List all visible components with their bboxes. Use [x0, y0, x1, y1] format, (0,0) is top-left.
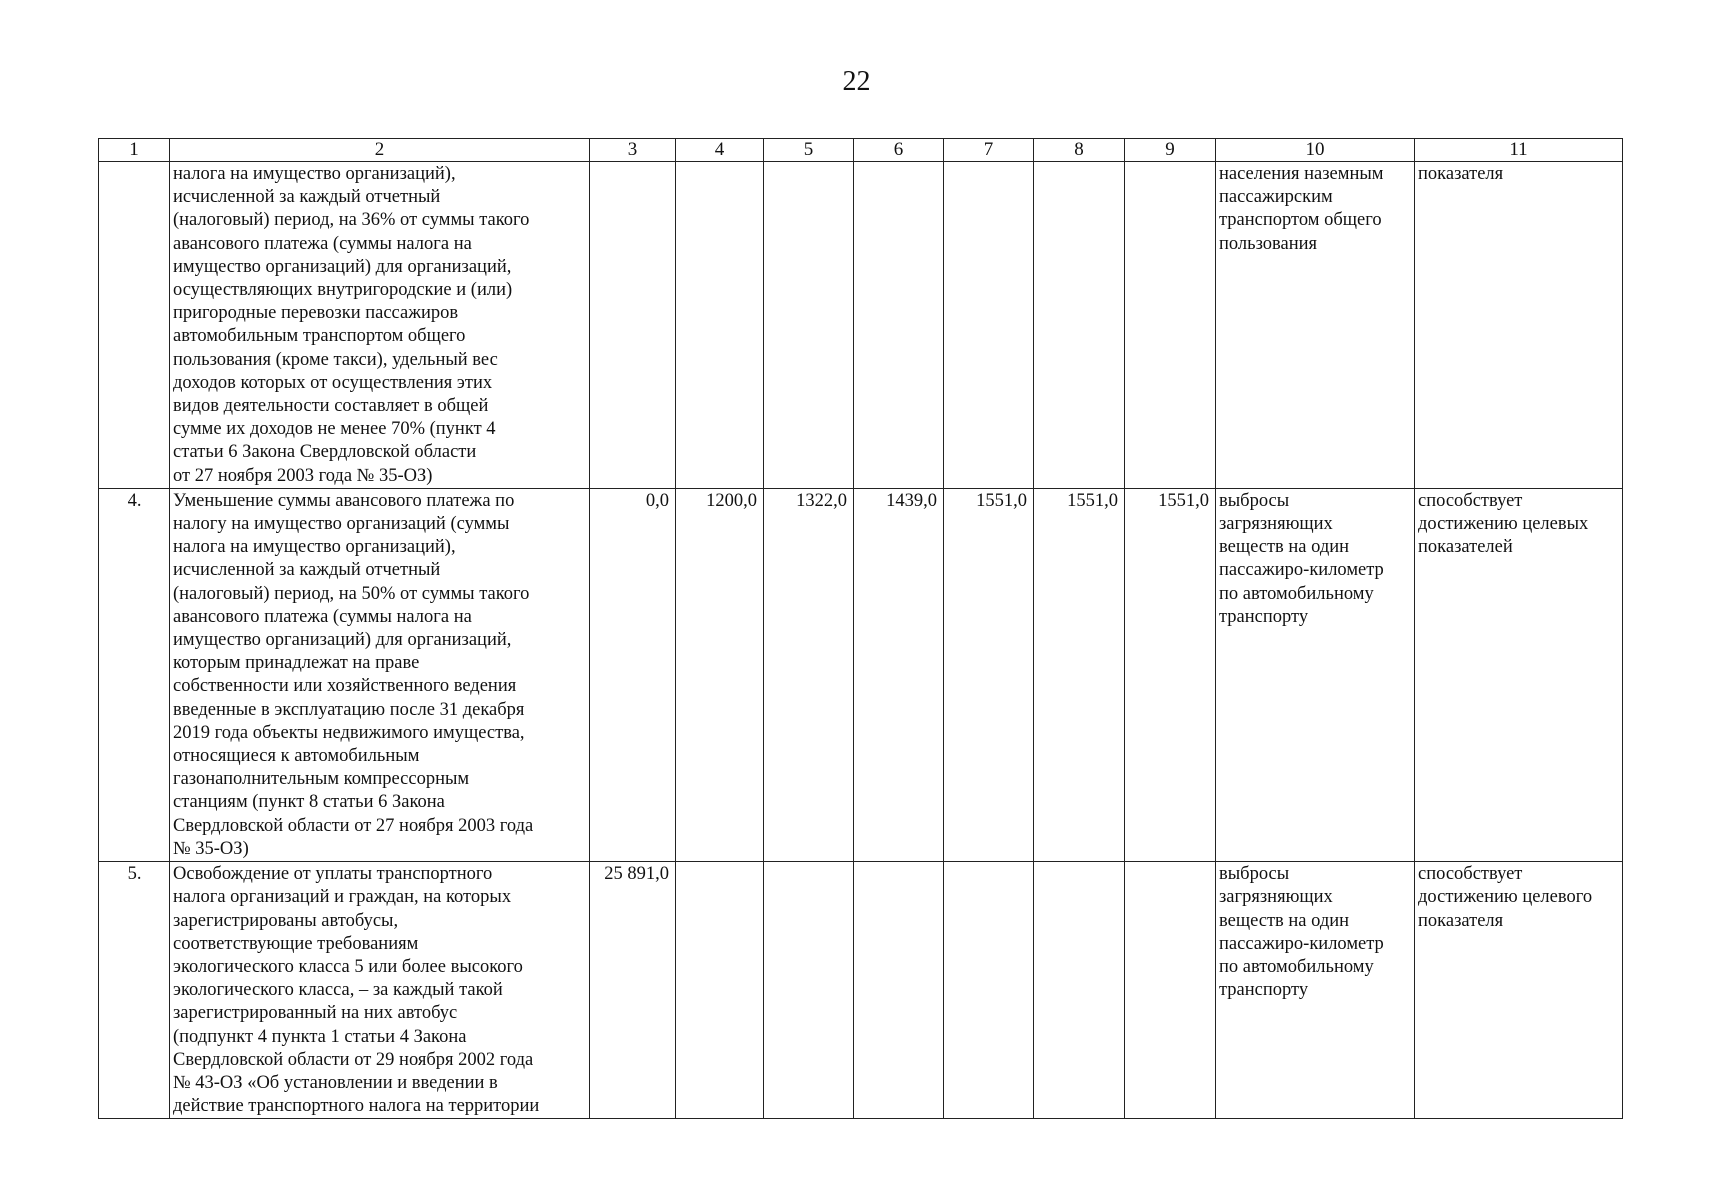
indicator-line: веществ на один	[1219, 537, 1350, 558]
description-line: Освобождение от уплаты транспортного	[173, 864, 493, 885]
column-number-row	[99, 139, 1623, 162]
description-line: сумме их доходов не менее 70% (пункт 4	[173, 419, 496, 440]
description-line: налога организаций и граждан, на которых	[173, 887, 512, 908]
description-line: исчисленной за каждый отчетный	[173, 560, 441, 581]
column-header: 5	[764, 139, 854, 162]
description-cell	[170, 488, 590, 861]
table-row	[99, 488, 1623, 861]
indicator-cell	[1216, 162, 1415, 489]
table-row	[99, 162, 1623, 489]
indicator-line: веществ на один	[1219, 910, 1350, 931]
indicator-line: по автомобильному	[1219, 583, 1374, 604]
description-line: (налоговый) период, на 36% от суммы такого	[173, 210, 530, 231]
description-line: имущество организаций) для организаций,	[173, 630, 512, 651]
row-number-cell: 4.	[99, 488, 170, 861]
assessment-line: способствует	[1418, 864, 1523, 885]
value-cell	[764, 862, 854, 1119]
description-line: газонаполнительным компрессорным	[173, 769, 470, 790]
column-header: 2	[170, 139, 590, 162]
description-line: авансового платежа (суммы налога на	[173, 233, 472, 254]
value-cell: 0,0	[590, 488, 676, 861]
indicator-line: загрязняющих	[1219, 887, 1333, 908]
description-line: зарегистрированы автобусы,	[173, 910, 399, 931]
column-header: 1	[99, 139, 170, 162]
description-cell	[170, 862, 590, 1119]
column-header: 10	[1216, 139, 1415, 162]
description-line: введенные в эксплуатацию после 31 декабря	[173, 699, 525, 720]
indicator-line: пассажиро-километр	[1219, 933, 1384, 954]
indicator-cell	[1216, 862, 1415, 1119]
value-cell	[676, 162, 764, 489]
assessment-line: показателя	[1418, 910, 1504, 931]
assessment-line: достижению целевого	[1418, 887, 1593, 908]
indicator-line: пользования	[1219, 233, 1318, 254]
value-cell	[1034, 862, 1125, 1119]
assessment-cell	[1415, 162, 1623, 489]
description-line: зарегистрированный на них автобус	[173, 1003, 458, 1024]
description-line: видов деятельности составляет в общей	[173, 396, 489, 417]
indicator-line: пассажирским	[1219, 187, 1333, 208]
description-line: имущество организаций) для организаций,	[173, 256, 512, 277]
description-line: экологического класса, – за каждый такой	[173, 980, 503, 1001]
value-cell: 1439,0	[854, 488, 944, 861]
column-header: 4	[676, 139, 764, 162]
description-line: налога на имущество организаций),	[173, 537, 456, 558]
assessment-cell	[1415, 862, 1623, 1119]
indicator-line: загрязняющих	[1219, 514, 1333, 535]
indicator-line: выбросы	[1219, 490, 1290, 511]
indicator-line: выбросы	[1219, 864, 1290, 885]
description-line: налога на имущество организаций),	[173, 164, 456, 184]
description-line: № 43-ОЗ «Об установлении и введении в	[173, 1072, 498, 1093]
description-line: пользования (кроме такси), удельный вес	[173, 349, 498, 370]
description-line: (налоговый) период, на 50% от суммы такого	[173, 583, 530, 604]
description-cell	[170, 162, 590, 489]
description-line: автомобильным транспортом общего	[173, 326, 466, 347]
value-cell	[944, 862, 1034, 1119]
value-cell	[854, 162, 944, 489]
assessment-line: показателя	[1418, 164, 1504, 184]
column-header: 7	[944, 139, 1034, 162]
description-line: станциям (пункт 8 статьи 6 Закона	[173, 792, 445, 813]
description-line: соответствующие требованиям	[173, 933, 419, 954]
column-header: 6	[854, 139, 944, 162]
table-row	[99, 862, 1623, 1119]
value-cell	[676, 862, 764, 1119]
assessment-line: способствует	[1418, 490, 1523, 511]
page-number: 22	[842, 66, 871, 97]
value-cell: 1551,0	[1034, 488, 1125, 861]
description-line: которым принадлежат на праве	[173, 653, 420, 674]
indicator-cell	[1216, 488, 1415, 861]
value-cell: 1200,0	[676, 488, 764, 861]
value-cell	[1125, 162, 1216, 489]
description-line: Свердловской области от 29 ноября 2002 года	[173, 1049, 534, 1070]
description-line: авансового платежа (суммы налога на	[173, 606, 472, 627]
description-line: статьи 6 Закона Свердловской области	[173, 442, 477, 463]
indicator-line: транспортом общего	[1219, 210, 1382, 231]
column-header: 11	[1415, 139, 1623, 162]
description-line: исчисленной за каждый отчетный	[173, 187, 441, 208]
description-line: налогу на имущество организаций (суммы	[173, 514, 510, 535]
assessment-line: показателей	[1418, 537, 1513, 558]
value-cell: 25 891,0	[590, 862, 676, 1119]
description-line: осуществляющих внутригородские и (или)	[173, 280, 513, 301]
value-cell: 1551,0	[1125, 488, 1216, 861]
column-header: 9	[1125, 139, 1216, 162]
indicator-line: населения наземным	[1219, 164, 1384, 184]
value-cell	[590, 162, 676, 489]
description-line: от 27 ноября 2003 года № 35-ОЗ)	[173, 465, 433, 486]
description-line: (подпункт 4 пункта 1 статьи 4 Закона	[173, 1026, 467, 1047]
description-line: пригородные перевозки пассажиров	[173, 303, 459, 324]
column-header: 3	[590, 139, 676, 162]
indicator-line: пассажиро-километр	[1219, 560, 1384, 581]
description-line: экологического класса 5 или более высокого	[173, 956, 523, 977]
indicator-line: транспорту	[1219, 980, 1309, 1001]
row-number-cell	[99, 162, 170, 489]
description-line: Уменьшение суммы авансового платежа по	[173, 490, 515, 511]
value-cell	[1125, 862, 1216, 1119]
row-number-cell: 5.	[99, 862, 170, 1119]
assessment-cell	[1415, 488, 1623, 861]
description-line: № 35-ОЗ)	[173, 838, 249, 859]
description-line: действие транспортного налога на территории	[173, 1096, 540, 1117]
value-cell	[944, 162, 1034, 489]
value-cell	[1034, 162, 1125, 489]
description-line: относящиеся к автомобильным	[173, 746, 420, 767]
description-line: доходов которых от осуществления этих	[173, 372, 493, 393]
value-cell: 1322,0	[764, 488, 854, 861]
assessment-line: достижению целевых	[1418, 514, 1589, 535]
description-line: собственности или хозяйственного ведения	[173, 676, 517, 697]
tax-expenditure-table	[98, 138, 1623, 1119]
description-line: Свердловской области от 27 ноября 2003 года	[173, 815, 534, 836]
indicator-line: по автомобильному	[1219, 956, 1374, 977]
indicator-line: транспорту	[1219, 606, 1309, 627]
column-header: 8	[1034, 139, 1125, 162]
description-line: 2019 года объекты недвижимого имущества,	[173, 722, 525, 743]
value-cell: 1551,0	[944, 488, 1034, 861]
value-cell	[764, 162, 854, 489]
value-cell	[854, 862, 944, 1119]
